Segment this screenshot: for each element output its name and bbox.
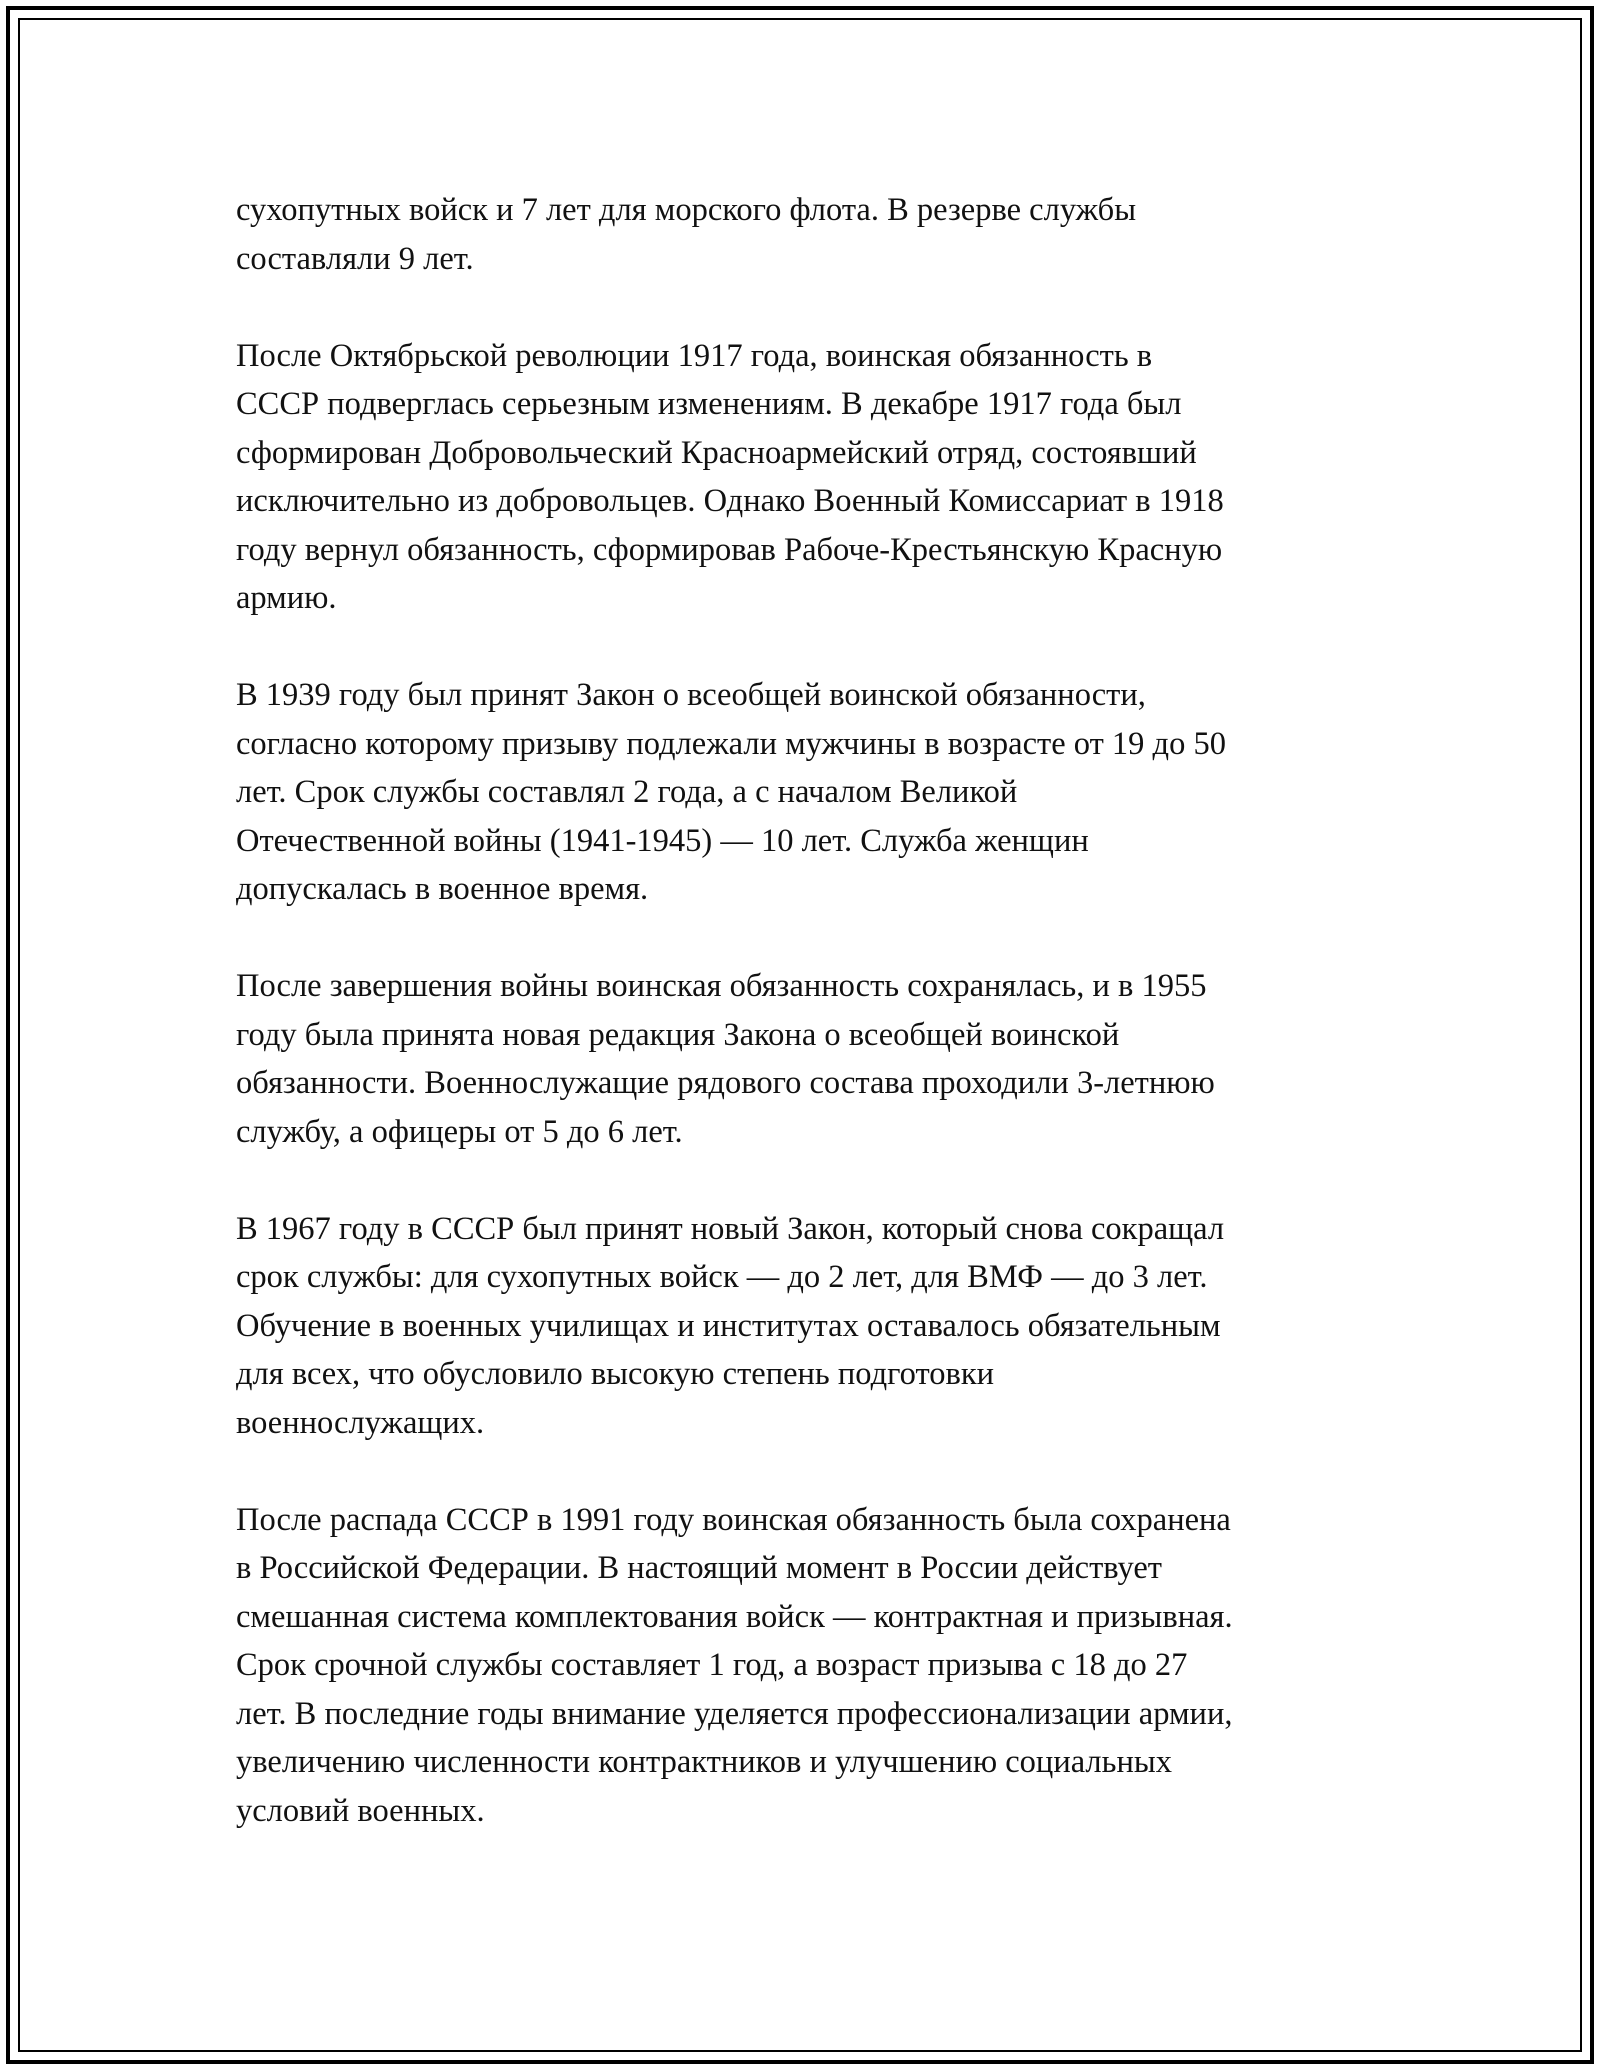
document-body xyxy=(236,186,1376,1835)
text-line: После завершения войны воинская обязанность сохранялась, и в 1955 xyxy=(236,968,1207,1004)
paragraph-1 xyxy=(236,186,1376,283)
paragraph-6 xyxy=(236,1496,1376,1836)
paragraph-4 xyxy=(236,962,1376,1156)
text-line: увеличению численности контрактников и улучшению социальных xyxy=(236,1744,1172,1780)
text-line: допускалась в военное время. xyxy=(236,871,649,907)
text-line: В 1939 году был принят Закон о всеобщей воинской обязанности, xyxy=(236,677,1146,713)
text-line: армию. xyxy=(236,580,337,616)
text-line: сухопутных войск и 7 лет для морского флота. В резерве службы xyxy=(236,192,1137,228)
text-line: году была принята новая редакция Закона о всеобщей воинской xyxy=(236,1016,1120,1053)
text-line: составляли 9 лет. xyxy=(236,240,474,277)
text-line: исключительно из добровольцев. Однако Военный Комиссариат в 1918 xyxy=(236,483,1224,519)
text-line: Обучение в военных училищах и институтах оставалось обязательным xyxy=(236,1307,1221,1344)
text-line: обязанности. Военнослужащие рядового состава проходили 3-летнюю xyxy=(236,1065,1215,1101)
text-line: согласно которому призыву подлежали мужчины в возрасте от 19 до 50 xyxy=(236,725,1226,762)
text-line: СССР подверглась серьезным изменениям. В декабре 1917 года был xyxy=(236,386,1182,422)
paragraph-2 xyxy=(236,332,1376,623)
text-line: Отечественной войны (1941-1945) — 10 лет. Служба женщин xyxy=(236,822,1089,859)
text-line: году вернул обязанность, сформировав Рабоче-Крестьянскую Красную xyxy=(236,531,1223,568)
text-line: смешанная система комплектования войск — контрактная и призывная. xyxy=(236,1598,1233,1635)
text-line: После распада СССР в 1991 году воинская обязанность была сохранена xyxy=(236,1501,1231,1538)
text-line: Срок срочной службы составляет 1 год, а возраст призыва с 18 до 27 xyxy=(236,1647,1188,1683)
text-line: сформирован Добровольческий Красноармейский отряд, состоявший xyxy=(236,434,1197,471)
text-line: условий военных. xyxy=(236,1792,485,1829)
text-line: После Октябрьской революции 1917 года, воинская обязанность в xyxy=(236,337,1153,374)
paragraph-5 xyxy=(236,1205,1376,1448)
text-line: срок службы: для сухопутных войск — до 2 лет, для ВМФ — до 3 лет. xyxy=(236,1259,1208,1295)
text-line: в Российской Федерации. В настоящий момент в России действует xyxy=(236,1550,1162,1586)
text-line: военнослужащих. xyxy=(236,1404,485,1441)
text-line: для всех, что обусловило высокую степень подготовки xyxy=(236,1356,995,1392)
text-line: службу, а офицеры от 5 до 6 лет. xyxy=(236,1113,683,1150)
paragraph-3 xyxy=(236,671,1376,914)
text-line: лет. В последние годы внимание уделяется профессионализации армии, xyxy=(236,1695,1233,1732)
text-line: В 1967 году в СССР был принят новый Закон, который снова сокращал xyxy=(236,1210,1225,1247)
text-line: лет. Срок службы составлял 2 года, а с началом Великой xyxy=(236,774,1018,810)
